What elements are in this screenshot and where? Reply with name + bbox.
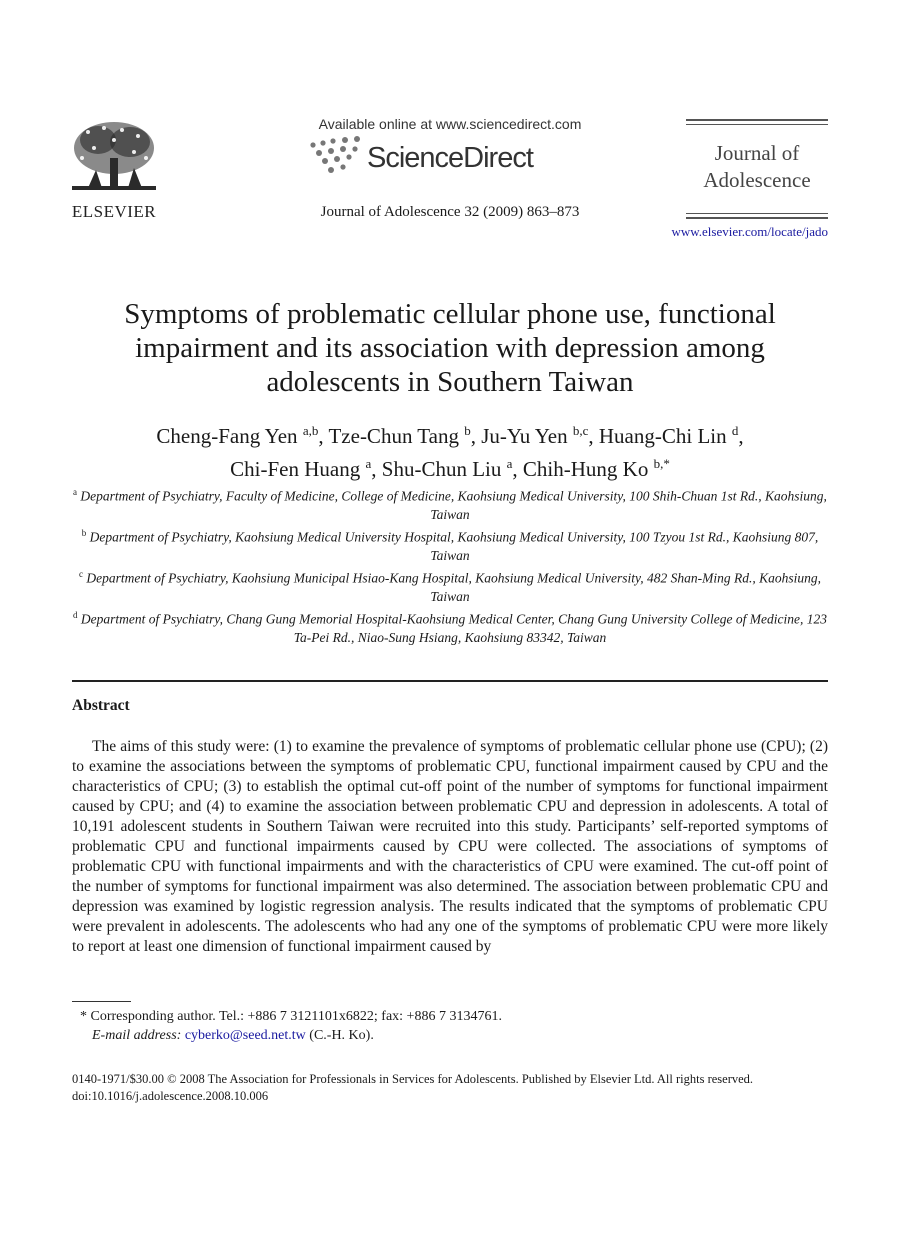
email-note xyxy=(92,1028,832,1044)
author-name: Shu-Chun Liu xyxy=(381,457,502,481)
email-suffix: (C.-H. Ko). xyxy=(305,1028,374,1043)
author-separator: , xyxy=(512,457,523,481)
author-separator: , xyxy=(371,457,382,481)
author-affiliation-marker[interactable]: b xyxy=(464,423,471,438)
author-name: Huang-Chi Lin xyxy=(598,424,727,448)
available-online-text: Available online at www.sciencedirect.com xyxy=(318,116,582,132)
author-name: Cheng-Fang Yen xyxy=(156,424,298,448)
journal-url-link[interactable]: www.elsevier.com/locate/jado xyxy=(671,224,828,239)
author-list xyxy=(72,417,828,483)
author-affiliation-marker[interactable]: b,* xyxy=(653,456,670,471)
elsevier-logo xyxy=(68,118,160,221)
abstract-heading: Abstract xyxy=(72,697,130,714)
sciencedirect-logo[interactable] xyxy=(305,135,575,179)
corresponding-author-note: * Corresponding author. Tel.: +886 7 3121101x6822; fax: +886 7 3134761. xyxy=(80,1009,502,1024)
affiliation-text: Department of Psychiatry, Faculty of Medicine, College of Medicine, Kaohsiung Medical University, 100 Shih-Chuan 1st Rd., Kaohsiung, Taiwan xyxy=(80,488,827,522)
email-link[interactable]: cyberko@seed.net.tw xyxy=(184,1028,306,1043)
author-affiliation-marker[interactable]: a,b xyxy=(302,423,319,438)
journal-citation: Journal of Adolescence 32 (2009) 863–873 xyxy=(320,204,580,220)
author-separator: , xyxy=(588,424,599,448)
affiliation-label: d xyxy=(72,610,78,621)
affiliation-text: Department of Psychiatry, Kaohsiung Municipal Hsiao-Kang Hospital, Kaohsiung Medical University, 482 Shan-Ming Rd., Kaohsiung, Taiwan xyxy=(86,570,821,604)
sciencedirect-wordmark: ScienceDirect xyxy=(367,142,533,174)
affiliation-item xyxy=(72,483,828,524)
affiliation-text: Department of Psychiatry, Chang Gung Memorial Hospital-Kaohsiung Medical Center, Chang Gung University College of Medicine, 123 Ta-Pei Rd., Niao-Sung Hsiang, Kaohsiung 83342, Taiwan xyxy=(80,611,828,646)
doi-line[interactable]: doi:10.1016/j.adolescence.2008.10.006 xyxy=(72,1089,269,1103)
sciencedirect-dots-icon xyxy=(305,135,367,179)
elsevier-tree-icon xyxy=(68,118,160,200)
affiliation-item xyxy=(72,606,828,647)
abstract-rule xyxy=(72,680,828,682)
copyright-line: 0140-1971/$30.00 © 2008 The Association for Professionals in Services for Adolescents. Published by Elsevier Ltd. All rights reserved. xyxy=(72,1072,754,1086)
affiliation-label: c xyxy=(79,569,84,580)
author-name: Chi-Fen Huang xyxy=(230,457,361,481)
affiliation-label: a xyxy=(73,487,78,497)
affiliation-list xyxy=(72,483,828,647)
copyright-block xyxy=(72,1071,832,1105)
journal-rule xyxy=(686,217,828,219)
affiliation-label: b xyxy=(81,528,87,539)
author-affiliation-marker[interactable]: d xyxy=(731,423,739,438)
author-affiliation-marker[interactable]: b,c xyxy=(572,423,589,438)
abstract-body: The aims of this study were: (1) to examine the prevalence of symptoms of problematic cellular phone use (CPU); (2) to examine the associations between the symptoms of problematic CPU, functional impairment caused by CPU and the characteristics of CPU; (3) to establish the optimal cut-off point of the number of symptoms for functional impairment caused by CPU; and (4) to examine the association between problematic CPU and depression in adolescents. A total of 10,191 adolescent students in Southern Taiwan were recruited into this study. Participants’ self-reported symptoms of problematic CPU and functional impairments caused by CPU were collected. The associations of symptoms of problematic CPU with functional impairments and with the characteristics of CPU were examined. The cut-off point of the number of symptoms for functional impairment was also determined. The association between problematic CPU and depression was examined by logistic regression analysis. The results indicated that the symptoms of problematic CPU were prevalent in adolescents. The adolescents who had any one of the symptoms of problematic CPU were more likely to report at least one dimension of functional impairment caused by xyxy=(72,738,828,955)
journal-rule xyxy=(686,124,828,125)
affiliation-text: Department of Psychiatry, Kaohsiung Medical University Hospital, Kaohsiung Medical University, 100 Tzyou 1st Rd., Kaohsiung 807, Taiwan xyxy=(89,529,819,563)
affiliation-item xyxy=(72,524,828,565)
footnote-rule xyxy=(72,1001,131,1002)
author-separator: , xyxy=(318,424,329,448)
author-separator: , xyxy=(470,424,482,448)
journal-name-line2: Adolescence xyxy=(703,168,811,192)
author-name: Tze-Chun Tang xyxy=(328,424,459,448)
elsevier-wordmark: ELSEVIER xyxy=(71,202,157,221)
journal-name xyxy=(686,140,828,194)
journal-rule xyxy=(686,119,828,121)
email-label: E-mail address: xyxy=(92,1028,182,1043)
journal-name-line1: Journal of xyxy=(714,141,800,165)
journal-rule xyxy=(686,213,828,214)
author-name: Ju-Yu Yen xyxy=(481,424,568,448)
article-title: Symptoms of problematic cellular phone use, functional impairment and its association with depression among adolescents in Southern Taiwan xyxy=(124,298,776,398)
author-name: Chih-Hung Ko xyxy=(522,457,649,481)
author-affiliation-marker[interactable]: a xyxy=(506,456,513,471)
author-separator: , xyxy=(738,424,744,448)
author-affiliation-marker[interactable]: a xyxy=(365,456,372,471)
affiliation-item xyxy=(72,565,828,606)
